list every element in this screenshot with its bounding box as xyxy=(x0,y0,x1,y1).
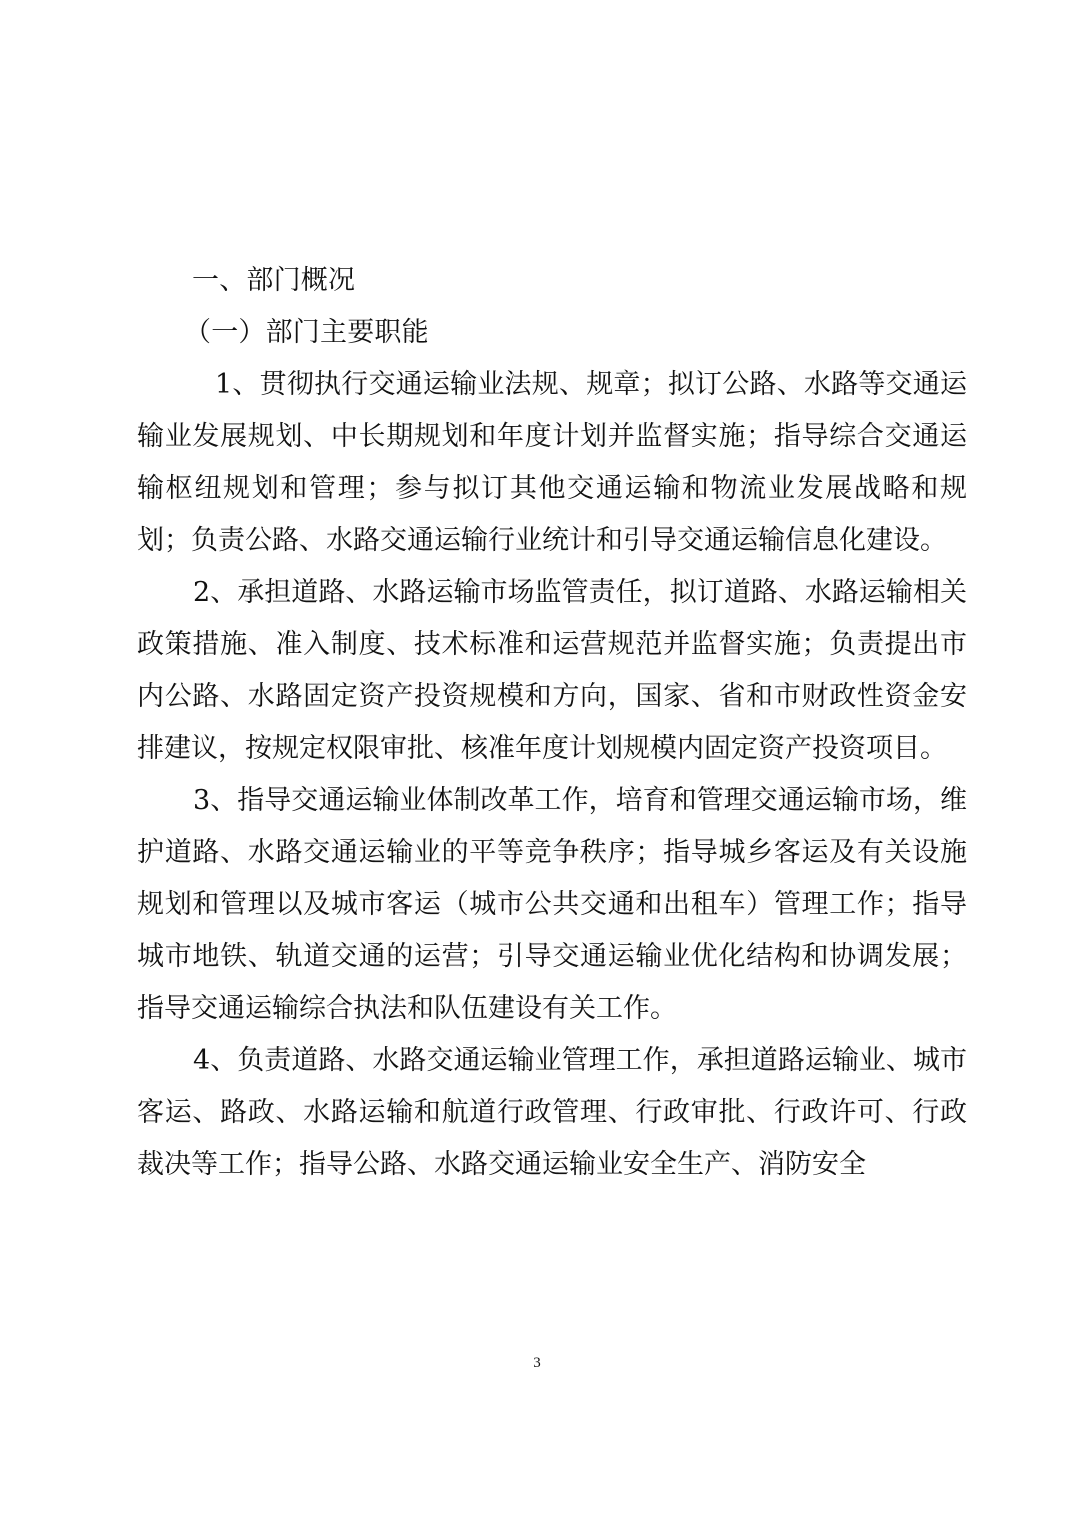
page-number: 3 xyxy=(533,1355,541,1371)
paragraph-text: 4、负责道路、水路交通运输业管理工作，承担道路运输业、城市客运、路政、水路运输和航道行政管理、行政审批、行政许可、行政裁决等工作；指导公路、水路交通运输业安全生产、消防安全 xyxy=(137,1045,967,1180)
paragraph-2 xyxy=(137,567,967,775)
subsection-heading: （一）部门主要职能 xyxy=(184,317,429,348)
paragraph-4 xyxy=(137,1035,967,1191)
paragraph-1 xyxy=(137,359,967,567)
paragraph-3 xyxy=(137,775,967,1035)
paragraph-text: 2、承担道路、水路运输市场监管责任，拟订道路、水路运输相关政策措施、准入制度、技术标准和运营规范并监督实施；负责提出市内公路、水路固定资产投资规模和方向，国家、省和市财政性资金安排建议，按规定权限审批、核准年度计划规模内固定资产投资项目。 xyxy=(137,577,967,764)
paragraph-text: 3、指导交通运输业体制改革工作，培育和管理交通运输市场，维护道路、水路交通运输业的平等竞争秩序；指导城乡客运及有关设施规划和管理以及城市客运（城市公共交通和出租车）管理工作；指导城市地铁、轨道交通的运营；引导交通运输业优化结构和协调发展；指导交通运输综合执法和队伍建设有关工作。 xyxy=(137,785,967,1024)
paragraph-text: 1、贯彻执行交通运输业法规、规章；拟订公路、水路等交通运输业发展规划、中长期规划和年度计划并监督实施；指导综合交通运输枢纽规划和管理；参与拟订其他交通运输和物流业发展战略和规划；负责公路、水路交通运输行业统计和引导交通运输信息化建设。 xyxy=(137,369,967,556)
document-body xyxy=(137,255,967,1191)
section-heading: 一、部门概况 xyxy=(192,265,356,296)
